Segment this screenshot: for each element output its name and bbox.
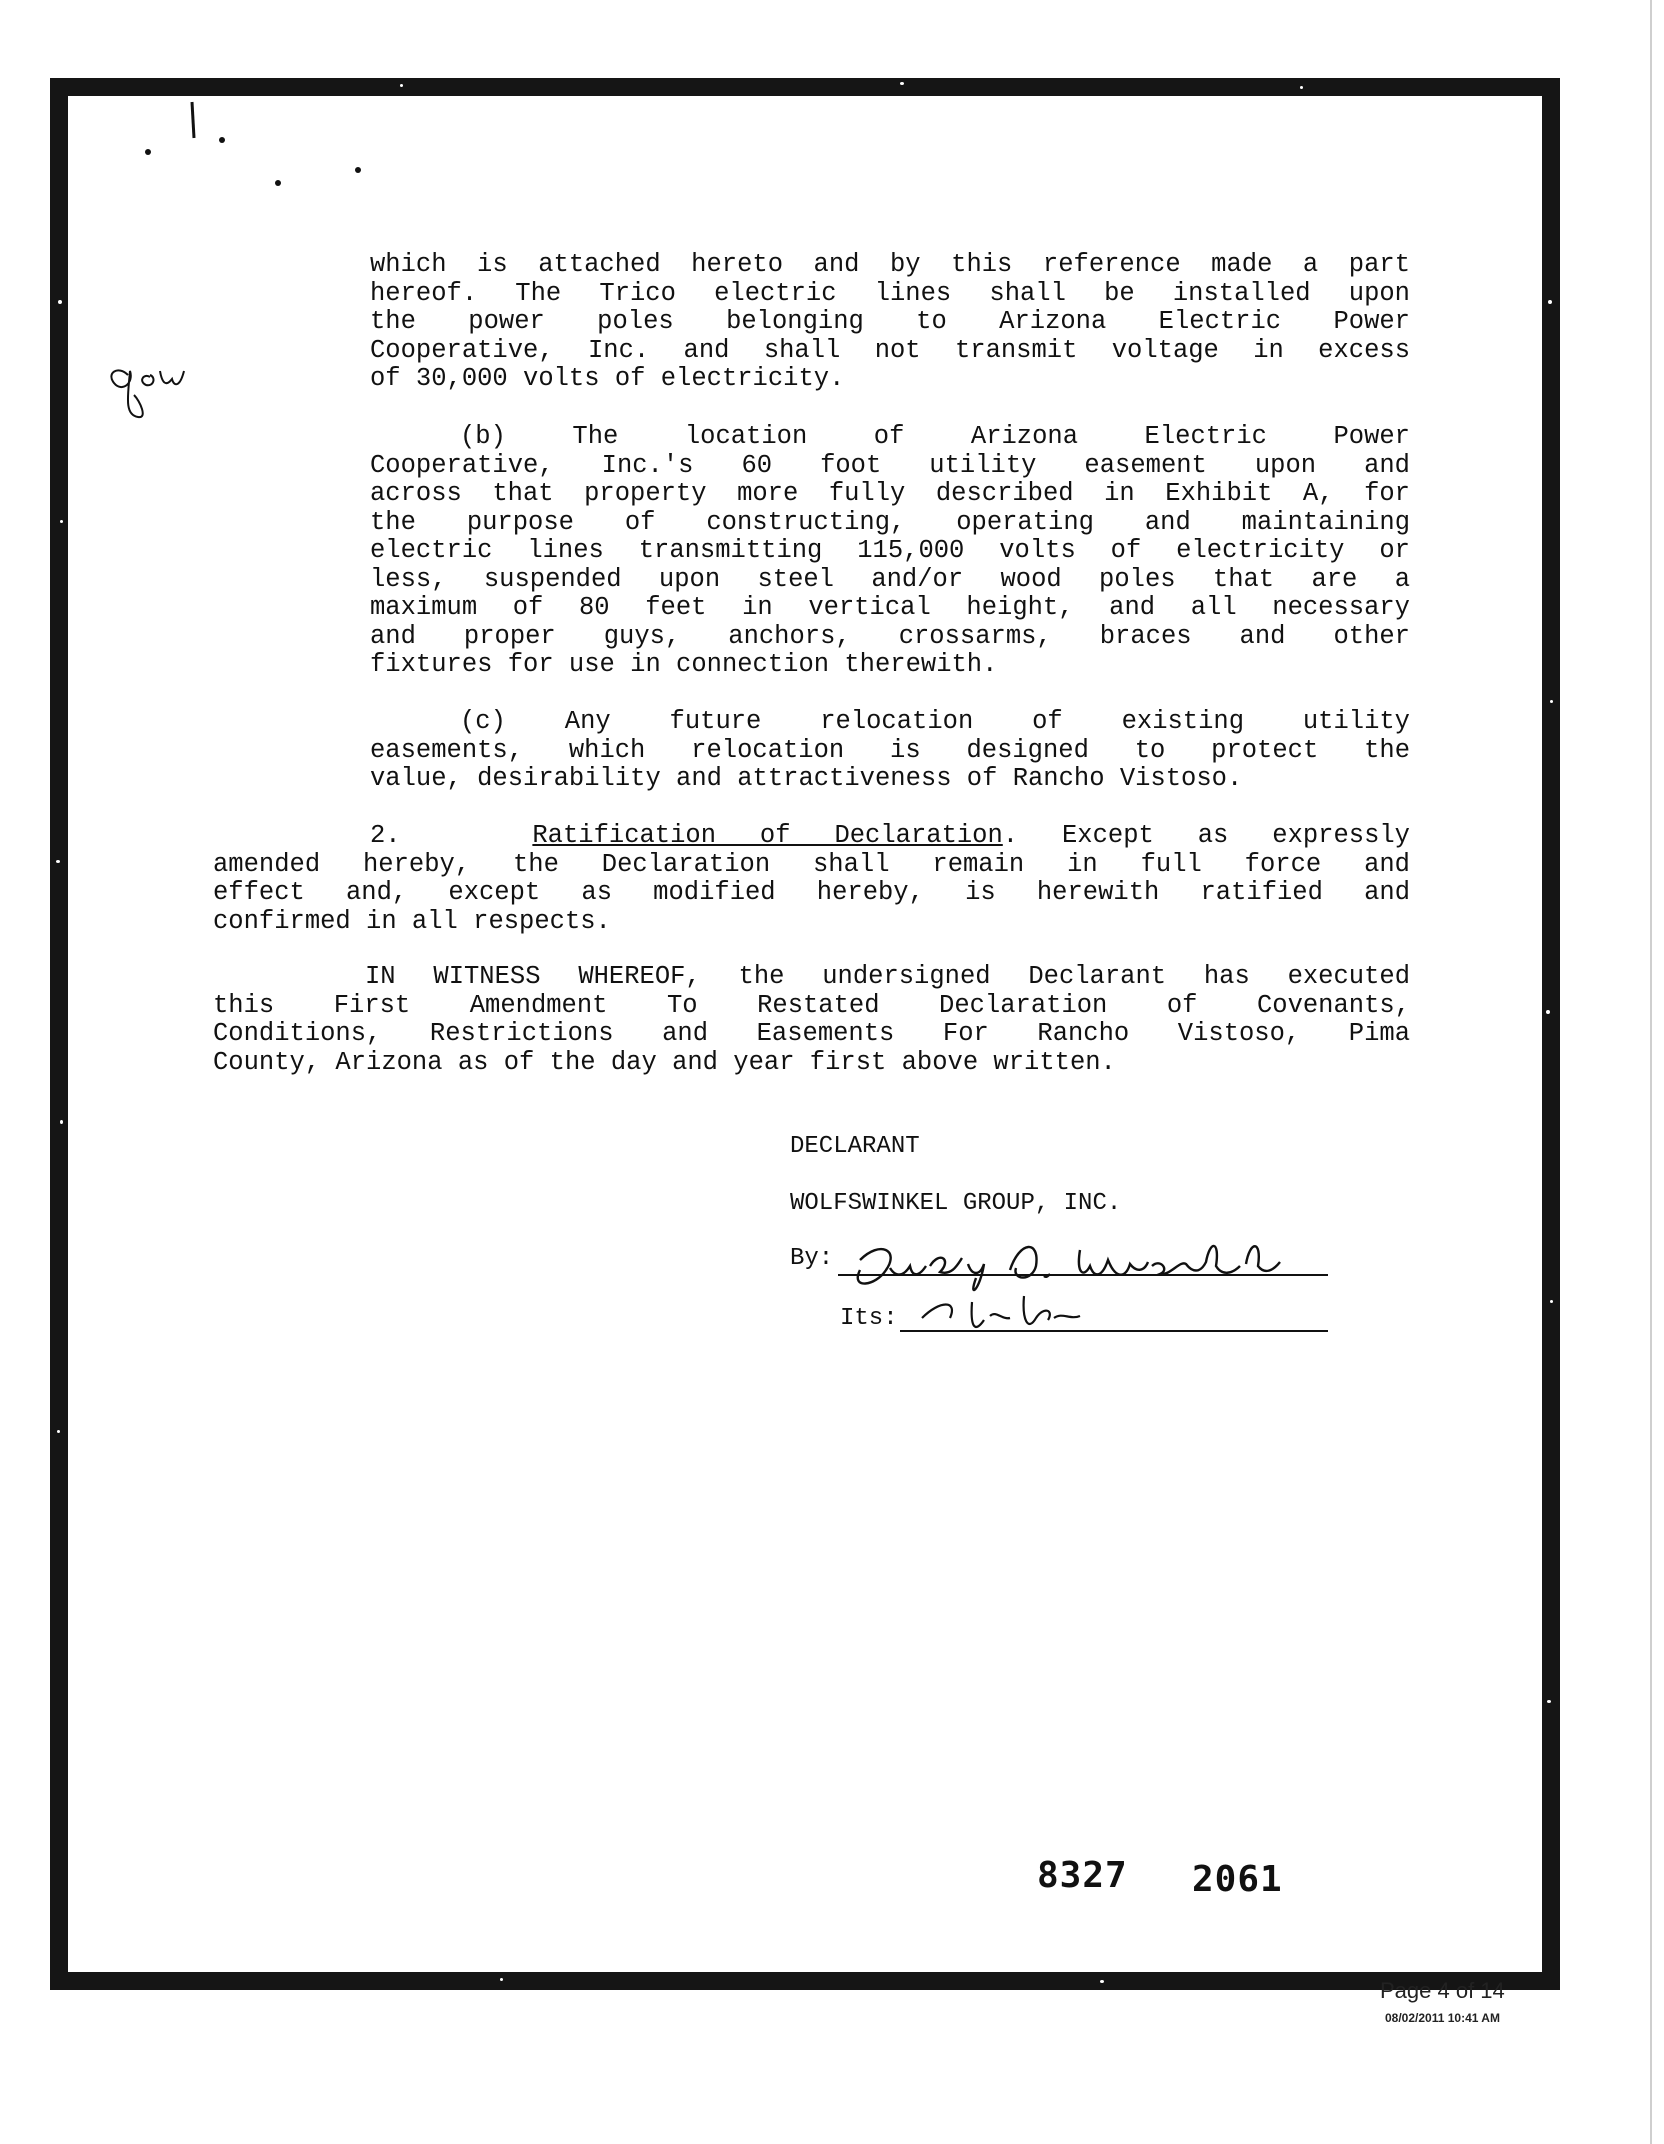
text-line: the power poles belonging to Arizona Electric Power	[370, 307, 1410, 336]
margin-initials-signature	[100, 335, 220, 435]
paragraph-c	[370, 708, 1410, 794]
text-line: across that property more fully described in Exhibit A, for	[370, 479, 1410, 508]
text-line: County, Arizona as of the day and year first above written.	[213, 1047, 1116, 1077]
section-2-first-line	[213, 822, 1410, 851]
text-line: of 30,000 volts of electricity.	[370, 364, 845, 393]
paragraph-a-tail	[370, 251, 1410, 394]
paragraph-b	[370, 423, 1410, 680]
section-2-ratification	[213, 822, 1410, 936]
text-line: Cooperative, Inc.'s 60 foot utility easement upon and	[370, 450, 1410, 480]
page-edge-line	[1650, 0, 1652, 2144]
stray-marks	[130, 100, 380, 200]
section-number: 2.	[370, 821, 401, 850]
text-line: fixtures for use in connection therewith.	[370, 650, 998, 679]
text-line: . Except as expressly	[1002, 821, 1410, 850]
text-line: less, suspended upon steel and/or wood poles that are a	[370, 564, 1410, 594]
witness-paragraph	[213, 963, 1410, 1077]
text-line: amended hereby, the Declaration shall remain in full force and	[213, 849, 1410, 879]
handwritten-signature	[840, 1220, 1340, 1350]
text-line: Conditions, Restrictions and Easements For Rancho Vistoso, Pima	[213, 1019, 1410, 1048]
recording-page-number: 2061	[1192, 1859, 1283, 1900]
declarant-title: DECLARANT	[790, 1133, 920, 1160]
by-label: By:	[790, 1245, 834, 1272]
its-label: Its:	[840, 1305, 898, 1332]
text-line: maximum of 80 feet in vertical height, and all necessary	[370, 593, 1410, 622]
page-number-footer: Page 4 of 14	[1380, 1978, 1505, 2003]
text-line: this First Amendment To Restated Declaration of Covenants,	[213, 990, 1410, 1020]
text-line: (b) The location of Arizona Electric Power	[460, 422, 1410, 451]
text-line: the purpose of constructing, operating and maintaining	[370, 507, 1410, 537]
text-line: confirmed in all respects.	[213, 906, 611, 936]
section-heading: Ratification of Declaration	[532, 821, 1003, 850]
company-name: WOLFSWINKEL GROUP, INC.	[790, 1190, 1122, 1217]
print-timestamp: 08/02/2011 10:41 AM	[1385, 2011, 1500, 2025]
text-line: IN WITNESS WHEREOF, the undersigned Declarant has executed	[365, 962, 1410, 991]
text-line: (c) Any future relocation of existing utility	[460, 707, 1410, 736]
text-line: and proper guys, anchors, crossarms, braces and other	[370, 621, 1410, 651]
recording-book-number: 8327	[1037, 1855, 1128, 1896]
text-line: electric lines transmitting 115,000 volts of electricity or	[370, 536, 1410, 565]
text-line: effect and, except as modified hereby, is herewith ratified and	[213, 878, 1410, 907]
text-line: Cooperative, Inc. and shall not transmit voltage in excess	[370, 335, 1410, 365]
text-line: easements, which relocation is designed to protect the	[370, 735, 1410, 765]
text-line: hereof. The Trico electric lines shall be installed upon	[370, 278, 1410, 308]
text-line: which is attached hereto and by this reference made a part	[370, 250, 1410, 279]
text-line: value, desirability and attractiveness of Rancho Vistoso.	[370, 764, 1243, 793]
